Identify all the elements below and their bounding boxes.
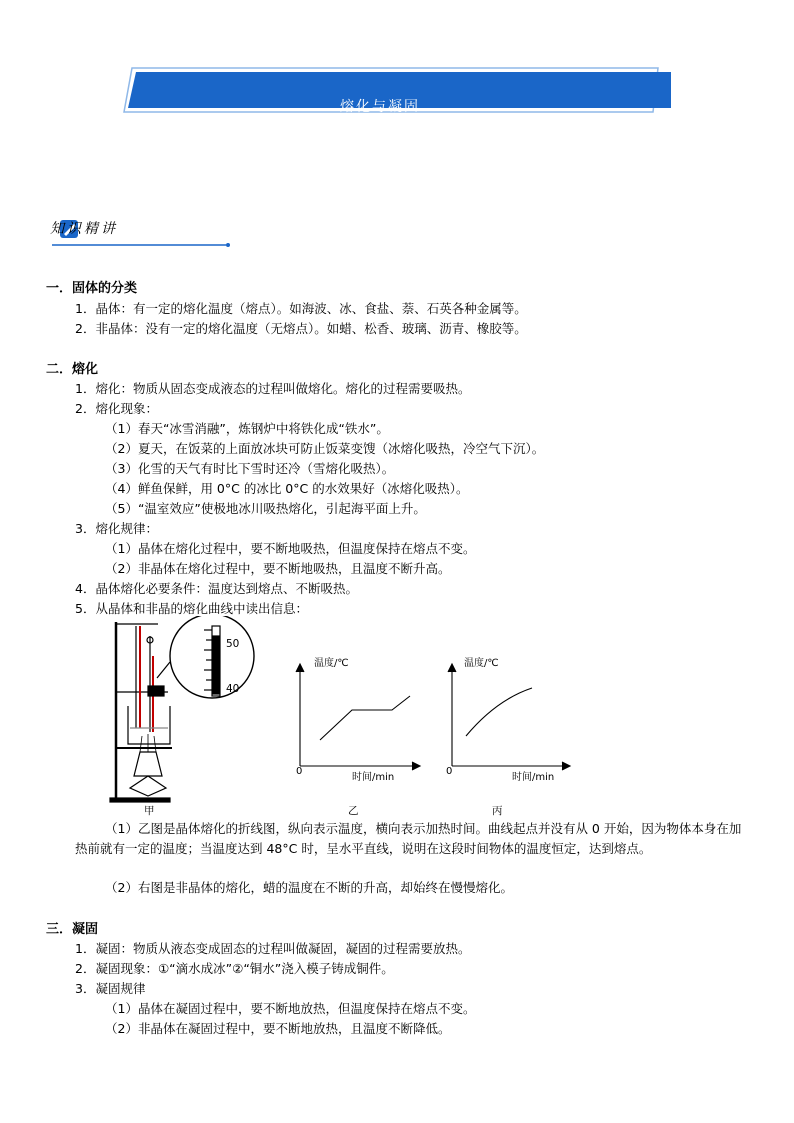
text-line: （1）春天“冰雪消融”，炼钢炉中将铁化成“铁水”。 [105, 421, 389, 436]
section-heading-melting: 二．熔化 [46, 362, 99, 377]
text-line: 2．非晶体：没有一定的熔化温度（无熔点）。如蜡、松香、玻璃、沥青、橡胶等。 [75, 321, 527, 336]
text-line: 2．熔化现象： [75, 401, 158, 416]
thermometer-mark-50: 50 [226, 638, 240, 650]
melting-figure [100, 616, 580, 816]
text-line: 3．凝固规律 [75, 981, 146, 996]
graph-yi-origin: 0 [296, 766, 303, 777]
text-line: （1）晶体在凝固过程中，要不断地放热，但温度保持在熔点不变。 [105, 1001, 476, 1016]
graph-yi-y-label: 温度/℃ [314, 658, 349, 669]
crystal-curve [320, 696, 410, 740]
text-line: （2）夏天，在饭菜的上面放冰块可防止饭菜变馊（冰熔化吸热，冷空气下沉）。 [105, 441, 545, 456]
text-line: 1．熔化：物质从固态变成液态的过程叫做熔化。熔化的过程需要吸热。 [75, 381, 471, 396]
text-line: 2．凝固现象：①“滴水成冰”②“铜水”浇入模子铸成铜件。 [75, 961, 394, 976]
explanation-paragraph: （2）右图是非晶体的熔化，蜡的温度在不断的升高，却始终在慢慢熔化。 [105, 880, 513, 895]
label-jia: 甲 [144, 805, 155, 816]
label-yi: 乙 [348, 805, 359, 816]
text-line: 1．晶体：有一定的熔化温度（熔点）。如海波、冰、食盐、萘、石英各种金属等。 [75, 301, 527, 316]
label-bing: 丙 [492, 805, 503, 816]
graph-bing-x-label: 时间/min [512, 772, 555, 783]
text-line: （1）晶体在熔化过程中，要不断地吸热，但温度保持在熔点不变。 [105, 541, 476, 556]
graph-bing-origin: 0 [446, 766, 453, 777]
explanation-paragraph: （1）乙图是晶体熔化的折线图，纵向表示温度，横向表示加热时间。曲线起点并没有从 0 开始，因为物体本身在加热前就有一定的温度；当温度达到 48°C 时，呈水平直线，说明在这段时间物体的温度恒定，达到熔点。 [75, 821, 742, 856]
amorphous-melting-graph [448, 664, 570, 770]
section-heading-classification: 一．固体的分类 [46, 281, 138, 296]
graph-yi-x-label: 时间/min [352, 772, 395, 783]
graph-bing-y-label: 温度/℃ [464, 658, 499, 669]
text-line: （5）“温室效应”使极地冰川吸热熔化，引起海平面上升。 [105, 501, 426, 516]
thermometer-mark-40: 40 [226, 683, 240, 695]
text-line: 1．凝固：物质从液态变成固态的过程叫做凝固，凝固的过程需要放热。 [75, 941, 471, 956]
text-line: （2）非晶体在熔化过程中，要不断地吸热，且温度不断升高。 [105, 561, 451, 576]
text-line: （3）化雪的天气有时比下雪时还冷（雪熔化吸热）。 [105, 461, 395, 476]
crystal-melting-graph [296, 664, 420, 770]
page-title: 熔化与凝固 [340, 99, 420, 115]
text-line: 4．晶体熔化必要条件：温度达到熔点、不断吸热。 [75, 581, 358, 596]
text-line: （2）非晶体在凝固过程中，要不断地放热，且温度不断降低。 [105, 1021, 451, 1036]
section-heading-solidification: 三．凝固 [46, 922, 99, 937]
section-tag-label: 知识精讲 [50, 221, 118, 237]
amorphous-curve [466, 688, 532, 736]
text-line: 3．熔化规律： [75, 521, 158, 536]
text-line: （4）鲜鱼保鲜，用 0°C 的冰比 0°C 的水效果好（冰熔化吸热）。 [105, 481, 469, 496]
text-line: 5．从晶体和非晶的熔化曲线中读出信息： [75, 601, 308, 616]
section-tag [50, 212, 235, 252]
